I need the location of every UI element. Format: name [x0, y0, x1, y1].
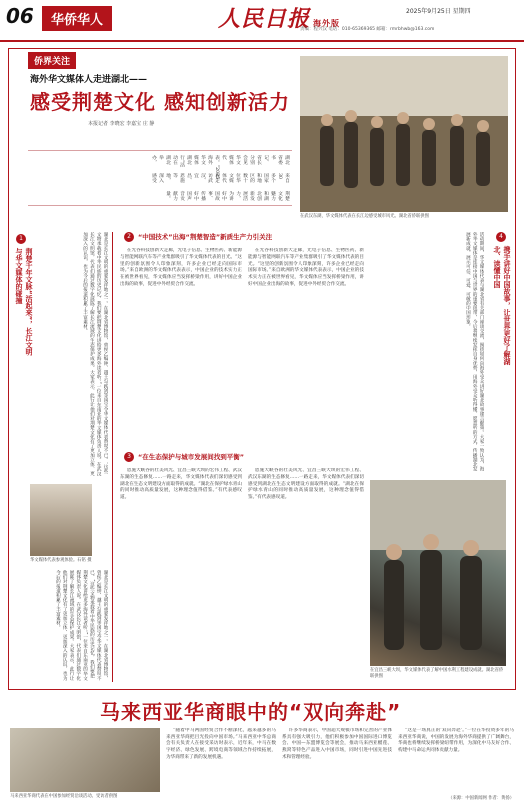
feature-byline: 本报记者 李晓宏 李嘉宝 庄 静 [88, 121, 155, 127]
section-3-text-col1: 恩施大峡谷的壮美风光、宜昌三峡大坝的宏伟工程、武汉东湖的生态修复……一路走来，华文媒体代表们深切感受到湖北在生态文明建设方面取得的成就。“湖北在保护绿水青山的同时推动高质量发展，这种理念值得借鉴。”有代表感叹道。 [120, 468, 242, 501]
section-4-title: 携手讲好中国故事，让世界更好了解湖北、读懂中国 [493, 246, 511, 365]
dateline: 2025年9月25日 星期四 [406, 8, 471, 15]
bottom-article-title: 马来西亚华商眼中的“双向奔赴” [100, 700, 402, 724]
section-3-text-col2: 恩施大峡谷的壮美风光、宜昌三峡大坝的宏伟工程、武汉东湖的生态修复……一路走来，华文媒体代表们深切感受到湖北在生态文明建设方面取得的成就。“湖北在保护绿水青山的同时推动高质量发展，这种理念值得借鉴。”有代表感叹道。 [248, 468, 364, 501]
section-1-text: 湖北是长江文明的重要发祥地之一。在湖北省博物馆，曾侯乙编钟、越王勾践剑等国宝令华文媒体代表赞叹不已。“这些文物承载着中华民族的历史记忆，我们要把荆楚文化讲给更多海外读者听。”一位来自东南亚的华文媒体负责人说。在武汉长江文明馆，代表们通过数字化展陈了解长江流域的生态保护成果。大家表示，此行让他们对荆楚文化有了更加立体、更加深入的认识，也为今后的报道积累了丰富素材。 [82, 232, 108, 476]
section-1-title: 荆楚千年文脉“活起来”，长江文明与华文媒体的碰撞 [15, 248, 33, 356]
section-3-title: “在生态保护与城市发展间找到平衡” [138, 453, 245, 461]
column-label: 侨界关注 [28, 52, 76, 69]
feature-photo-small [30, 484, 92, 556]
feature-kicker: 海外华文媒体人走进湖北—— [30, 75, 148, 85]
section-number-4: 4 [496, 232, 506, 242]
section-number-1: 1 [16, 234, 26, 244]
section-4-text: 活动期间，华文媒体代表与湖北省有关部门座谈交流，围绕如何向海外受众讲好湖北故事建言献策。大家一致认为，海外华文媒体是连接中国与世界的重要纽带，今后将继续发挥自身优势，用海外受众听得懂、愿意听的方式，传播湖北发展新成就，展示可信、可爱、可敬的中国形象。 [465, 232, 484, 472]
section-2-text-col1: 在光谷科技创新大走廊，光电子信息、生物医药、新能源与智能网联汽车等产业集群吸引了华文媒体代表的目光。“这里的创新氛围令人印象深刻，许多企业已经走向国际市场。”来自欧洲的华文媒体代表表示，中国企业的技术实力正在被世界看见，华文媒体应当发挥桥梁作用，讲好中国企业出海的故事，促进中外经贸合作交流。 [120, 248, 242, 287]
photo3-caption: 华文媒体代表参观体验。石铭 摄 [30, 558, 92, 563]
section-tag: 华侨华人 [42, 6, 112, 31]
feature-photo-east-lake [300, 56, 508, 212]
photo2-caption: 在宜昌三峡大坝，华文媒体代表了解中国水利工程建设成就。湖北省侨联供图 [370, 668, 504, 679]
masthead-subtitle: 海外版 [313, 18, 341, 28]
section-2-title: “中国技术”出海“荆楚智造”新质生产力引关注 [138, 233, 273, 241]
bottom-photo-caption: 马来西亚华商代表在中国参加经贸洽谈活动。受访者供图 [10, 794, 118, 799]
bottom-source: （来源：中国新闻网 作者：黄扬） [448, 796, 514, 801]
page-number: 06 [6, 4, 34, 28]
feature-headline: 感受荆楚文化 感知创新活力 [30, 90, 290, 114]
bottom-paragraph-3: “这是一场真正的‘双向奔赴’。”一位在华投资多年的马来西亚华商说，中国的发展为海外华商提供了广阔舞台，华商也将继续发挥桥梁纽带作用，为深化中马友好合作、构建中马命运共同体贡献力量。 [398, 728, 514, 754]
feature-lead: 湖北省委书记、省长分别会见华文媒体代表。“2025海外华文媒体湖北行”活动在湖北举办，来自30多个国家和地区的数十位华文媒体代表走访武汉、宜昌、恩施等地，深入感受荆楚文化魅力和湖北创新发展活力，为讲好中国故事、传播好中国声音贡献力量。 [28, 150, 292, 206]
bottom-article-photo [10, 728, 160, 792]
editor-line: 责编：程兴汉 电话：010-65369365 邮箱：rmrbhwb@163.com [300, 27, 435, 32]
bottom-paragraph-2: 许多华商表示，中国超大规模市场和完善的产业体系具有强大吸引力，他们积极参加中国国际进口博览会、中国—东盟博览会等展会，推动马来西亚榴莲、燕窝等特色产品进入中国市场，同时引进中国先进技术和管理经验。 [282, 728, 392, 760]
photo-illustration [300, 56, 508, 212]
bottom-paragraph-1: “随着中马两国经贸合作不断深化，越来越多的马来西亚华商把目光投向中国市场。”马来西亚中华总商会有关负责人在接受采访时表示，近年来，中马在数字经济、绿色发展、跨境电商等领域合作持续拓展，为华商带来了新的发展机遇。 [166, 728, 276, 760]
section-number-2: 2 [124, 232, 134, 242]
photo1-caption: 在武汉东湖，华文媒体代表在长江边感受城市风光。湖北省侨联供图 [300, 214, 429, 219]
column-divider [112, 232, 113, 682]
section-2-text-col2: 在光谷科技创新大走廊，光电子信息、生物医药、新能源与智能网联汽车等产业集群吸引了华文媒体代表的目光。“这里的创新氛围令人印象深刻，许多企业已经走向国际市场。”来自欧洲的华文媒体代表表示，中国企业的技术实力正在被世界看见，华文媒体应当发挥桥梁作用，讲好中国企业出海的故事，促进中外经贸合作交流。 [248, 248, 364, 287]
feature-photo-three-gorges [370, 480, 506, 666]
section-number-3: 3 [124, 452, 134, 462]
photo2-illustration [370, 480, 506, 666]
masthead-title: 人民日报 [218, 6, 311, 32]
section-1-text-continued: 湖北是长江文明的重要发祥地之一。在湖北省博物馆，曾侯乙编钟、越王勾践剑等国宝令华文媒体代表赞叹不已。“这些文物承载着中华民族的历史记忆，我们要把荆楚文化讲给更多海外读者听。”一位来自东南亚的华文媒体负责人说。在武汉长江文明馆，代表们通过数字化展陈了解长江流域的生态保护成果。大家表示，此行让他们对荆楚文化有了更加立体、更加深入的认识，也为今后的报道积累了丰富素材。 [55, 570, 108, 681]
